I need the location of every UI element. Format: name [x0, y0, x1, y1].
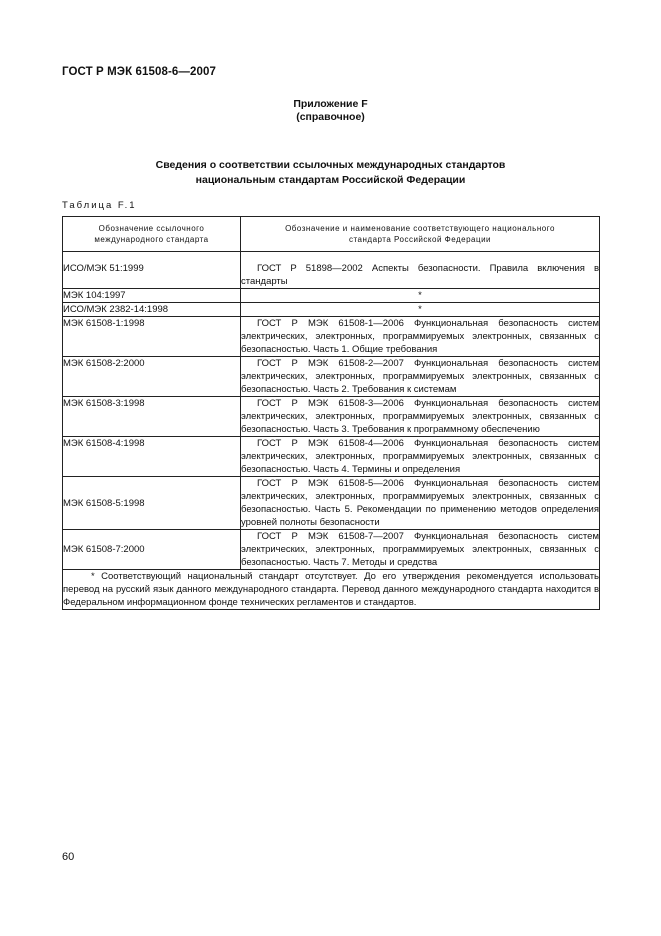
- column-header-international-text: Обозначение ссылочного международного стандарта: [94, 224, 209, 244]
- section-heading: [0, 158, 661, 188]
- table-row: [63, 303, 600, 317]
- national-standard-cell: [241, 477, 600, 530]
- national-standard-cell: [241, 437, 600, 477]
- national-standard-text: ГОСТ Р МЭК 61508-2—2007 Функциональная безопасность систем электрических, электронных, программируемых электронных, связанных с безопасностью. Часть 2. Требования к системам: [241, 358, 599, 395]
- table-row: [63, 397, 600, 437]
- national-standard-cell: [241, 397, 600, 437]
- national-standard-text: ГОСТ Р МЭК 61508-4—2006 Функциональная безопасность систем электрических, электронных, программируемых электронных, связанных с безопасностью. Часть 4. Термины и определения: [241, 438, 599, 475]
- national-standard-cell: [241, 317, 600, 357]
- section-heading-line-2: национальным стандартам Российской Федерации: [195, 174, 466, 186]
- appendix-type: (справочное): [296, 111, 365, 123]
- international-standard-text: МЭК 61508-7:2000: [63, 544, 145, 555]
- table-footnote-row: [63, 570, 600, 610]
- table-row: [63, 262, 600, 289]
- table-footnote-text: * Соответствующий национальный стандарт отсутствует. До его утверждения рекомендуется использовать перевод на русский язык данного международного стандарта. Перевод данного международного стандарта находится в Федеральном информационном фонде технических регламентов и стандартов.: [63, 571, 599, 608]
- national-standard-cell: [241, 262, 600, 289]
- international-standard-cell: ИСО/МЭК 2382-14:1998: [63, 303, 241, 317]
- correspondence-table: [62, 216, 600, 610]
- table-row: [63, 477, 600, 530]
- national-standard-cell: [241, 530, 600, 570]
- section-heading-line-1: Сведения о соответствии ссылочных международных стандартов: [155, 159, 506, 171]
- international-standard-cell: [63, 530, 241, 570]
- table-row: [63, 357, 600, 397]
- national-standard-text: ГОСТ Р МЭК 61508-5—2006 Функциональная безопасность систем электрических, электронных, программируемых электронных, связанных с безопасностью. Часть 5. Рекомендации по применению методов определения уровней полноты безопасности: [241, 478, 599, 528]
- appendix-title: Приложение F: [293, 98, 368, 110]
- international-standard-cell: [63, 477, 241, 530]
- international-standard-cell: МЭК 61508-2:2000: [63, 357, 241, 397]
- appendix-heading: [0, 98, 661, 124]
- table-row: [63, 317, 600, 357]
- spacer-cell: [63, 252, 241, 263]
- spacer-cell: [241, 252, 600, 263]
- national-standard-text: ГОСТ Р 51898—2002 Аспекты безопасности. Правила включения в стандарты: [241, 263, 599, 287]
- international-standard-cell: МЭК 61508-4:1998: [63, 437, 241, 477]
- international-standard-cell: ИСО/МЭК 51:1999: [63, 262, 241, 289]
- national-standard-cell: [241, 357, 600, 397]
- table-row: [63, 437, 600, 477]
- international-standard-cell: МЭК 61508-3:1998: [63, 397, 241, 437]
- national-standard-text: ГОСТ Р МЭК 61508-7—2007 Функциональная безопасность систем электрических, электронных, программируемых электронных, связанных с безопасностью. Часть 7. Методы и средства: [241, 531, 599, 568]
- page-number: 60: [62, 851, 75, 863]
- international-standard-cell: МЭК 104:1997: [63, 289, 241, 303]
- national-standard-text: ГОСТ Р МЭК 61508-1—2006 Функциональная безопасность систем электрических, электронных, программируемых электронных, связанных с безопасностью. Часть 1. Общие требования: [241, 318, 599, 355]
- table-row: [63, 289, 600, 303]
- international-standard-text: МЭК 61508-5:1998: [63, 497, 145, 509]
- national-standard-cell: *: [241, 303, 600, 317]
- column-header-national-text: Обозначение и наименование соответствующего национального стандарта Российской Федерации: [285, 224, 555, 244]
- table-row: [63, 530, 600, 570]
- national-standard-cell: *: [241, 289, 600, 303]
- national-standard-text: ГОСТ Р МЭК 61508-3—2006 Функциональная безопасность систем электрических, электронных, программируемых электронных, связанных с безопасностью. Часть 3. Требования к программному обеспечению: [241, 398, 599, 435]
- table-header-row: [63, 217, 600, 252]
- table-spacer-row: [63, 252, 600, 263]
- international-standard-cell: МЭК 61508-1:1998: [63, 317, 241, 357]
- table-footnote: [63, 570, 600, 610]
- standard-designation: ГОСТ Р МЭК 61508-6—2007: [62, 66, 216, 78]
- table-caption: Таблица F.1: [62, 200, 137, 211]
- column-header-national: [241, 217, 600, 252]
- column-header-international: [63, 217, 241, 252]
